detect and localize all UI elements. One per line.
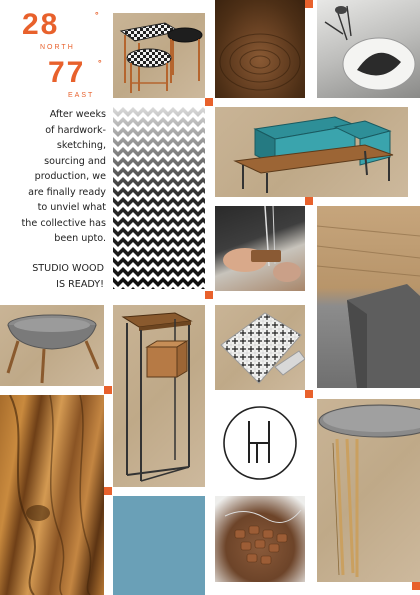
concrete-wood-joint-image	[317, 206, 420, 388]
accent-square	[305, 390, 313, 398]
herringbone-pattern-image	[113, 107, 205, 289]
announcement-line: IS READY!	[56, 278, 104, 290]
wood-frame-stand-image	[113, 305, 205, 487]
intro-line: of hardwork-	[45, 124, 106, 136]
wooden-beads-photo	[215, 496, 305, 582]
logo-number-bottom: 77	[48, 56, 86, 89]
concrete-bowl-table-image	[0, 305, 104, 386]
botanical-plate-photo	[317, 0, 420, 98]
tile-pattern-sketch-image	[215, 305, 305, 390]
studio-emblem	[215, 399, 305, 487]
logo-number-top: 28	[22, 8, 60, 41]
accent-square	[205, 291, 213, 299]
intro-line: production, we	[34, 171, 106, 182]
logo-word-north: NORTH	[40, 44, 75, 51]
intro-line: the collective has	[21, 217, 106, 229]
announcement-text	[8, 261, 104, 292]
logo-degree-bottom: °	[98, 58, 102, 68]
intro-paragraph	[8, 107, 106, 247]
wood-grain-slab-image	[0, 395, 104, 595]
announcement-line: STUDIO WOOD	[32, 263, 104, 274]
accent-square	[104, 487, 112, 495]
teal-bench-sketch-image	[215, 107, 408, 197]
hands-tool-photo	[215, 206, 305, 291]
accent-square	[305, 0, 313, 8]
teal-color-swatch	[113, 496, 205, 595]
intro-line: been upto.	[54, 233, 106, 244]
accent-square	[104, 386, 112, 394]
table-leg-sketch-image	[317, 399, 420, 582]
accent-square	[205, 98, 213, 106]
logo-word-east: EAST	[68, 92, 95, 99]
accent-square	[412, 582, 420, 590]
intro-line: After weeks	[49, 109, 106, 120]
intro-line: sketching,	[56, 140, 106, 151]
wood-end-grain-image	[215, 0, 305, 98]
mosaic-tables-image	[113, 13, 205, 98]
accent-square	[305, 197, 313, 205]
intro-line: sourcing and	[44, 155, 106, 167]
intro-line: are finally ready	[28, 186, 106, 198]
logo-degree-top: °	[95, 10, 99, 20]
intro-line: to unviel what	[37, 202, 106, 213]
